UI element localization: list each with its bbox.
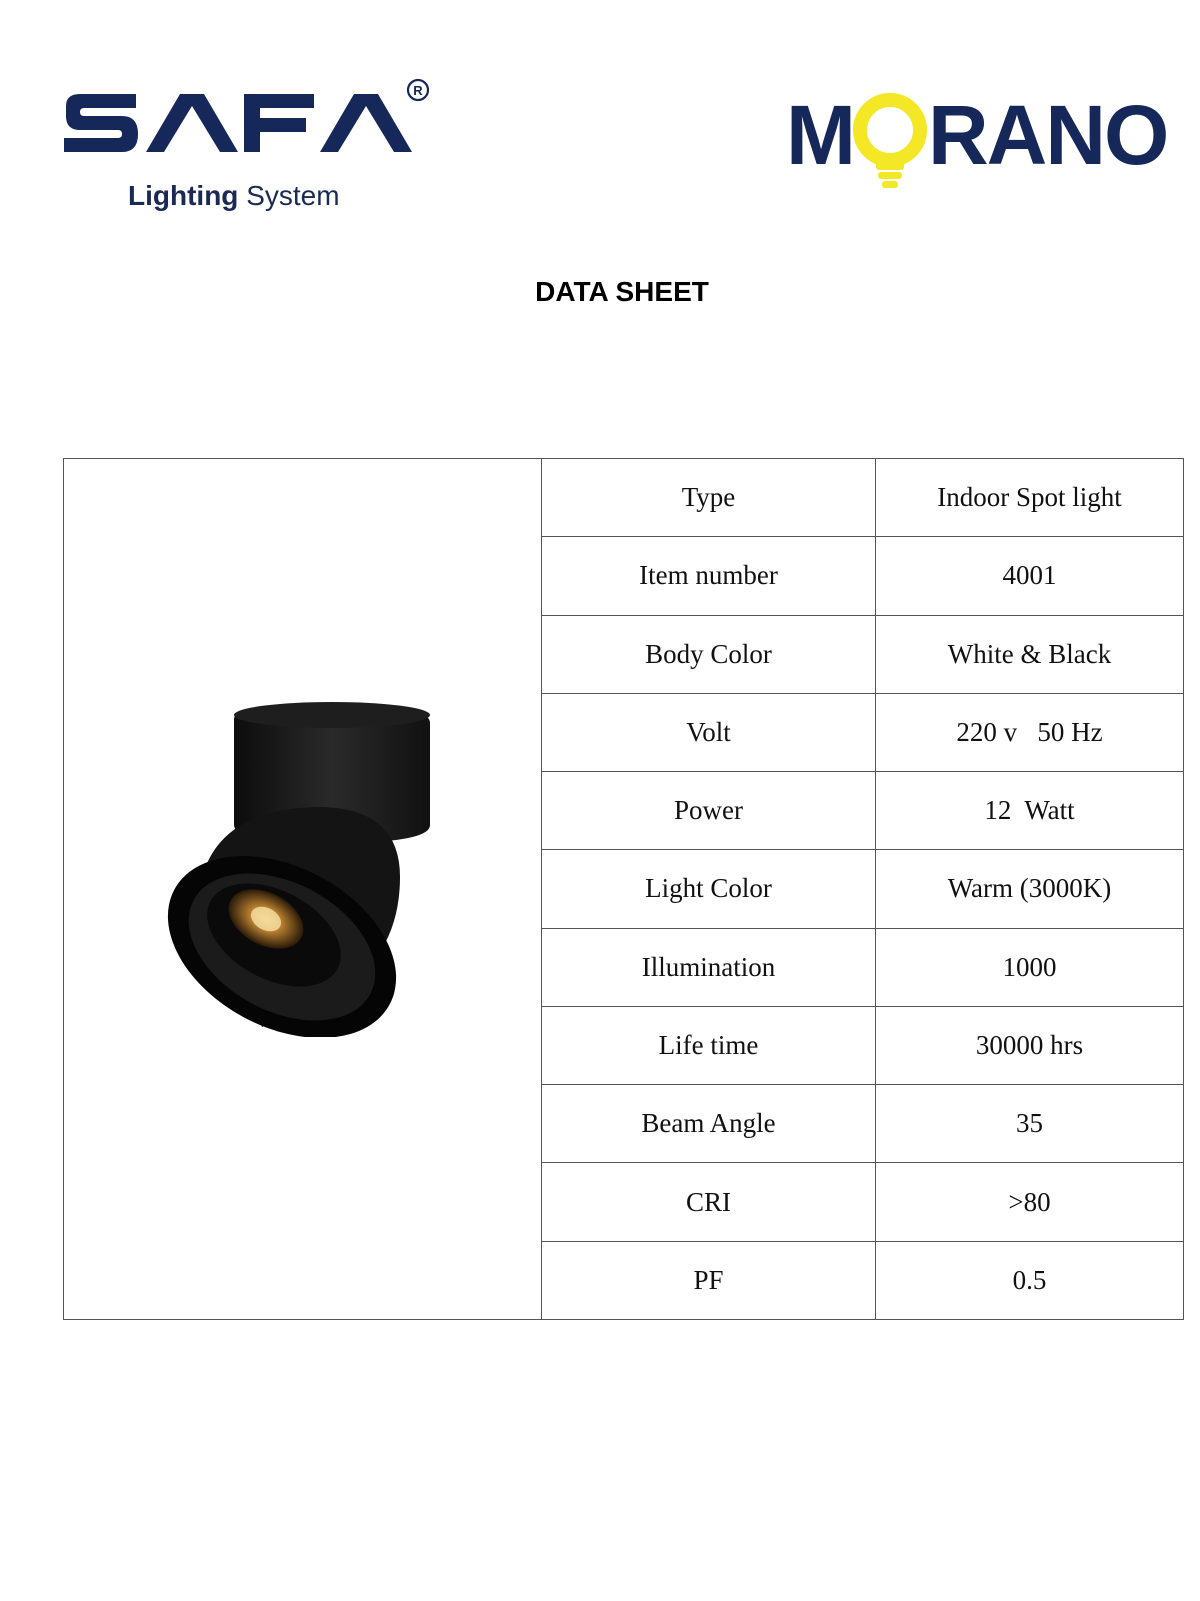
safa-wordmark-graphic — [58, 76, 448, 176]
safa-subtitle-regular: System — [246, 180, 340, 211]
spec-value: 220 v 50 Hz — [876, 693, 1184, 771]
spec-label: Light Color — [542, 850, 876, 928]
spec-label: Type — [542, 459, 876, 537]
spec-value: 12 Watt — [876, 772, 1184, 850]
safa-logo — [58, 76, 448, 226]
spec-value: 0.5 — [876, 1241, 1184, 1319]
svg-text:R: R — [413, 83, 423, 98]
safa-subtitle — [128, 180, 448, 212]
spec-label: PF — [542, 1241, 876, 1319]
product-image-cell — [64, 459, 542, 1320]
spec-label: Volt — [542, 693, 876, 771]
spec-value: 30000 hrs — [876, 1006, 1184, 1084]
morano-letters-rano: RANO — [928, 90, 1168, 182]
spec-value: >80 — [876, 1163, 1184, 1241]
spec-label: Item number — [542, 537, 876, 615]
spec-label: Body Color — [542, 615, 876, 693]
lightbulb-icon — [860, 100, 920, 188]
safa-subtitle-bold: Lighting — [128, 180, 239, 211]
spec-value: Warm (3000K) — [876, 850, 1184, 928]
morano-logo — [786, 90, 1200, 200]
spec-label: Life time — [542, 1006, 876, 1084]
morano-wordmark-graphic — [786, 90, 1200, 200]
spec-value: 1000 — [876, 928, 1184, 1006]
page-title-text: DATA SHEET — [535, 276, 709, 307]
spec-row-type — [64, 459, 1184, 537]
spec-value: White & Black — [876, 615, 1184, 693]
spec-label: Illumination — [542, 928, 876, 1006]
ceiling-spot-light-image — [162, 697, 462, 1037]
spec-value: 35 — [876, 1085, 1184, 1163]
spec-table — [63, 458, 1184, 1320]
spec-label: CRI — [542, 1163, 876, 1241]
spec-value: Indoor Spot light — [876, 459, 1184, 537]
spec-label: Power — [542, 772, 876, 850]
spec-value: 4001 — [876, 537, 1184, 615]
page-title — [0, 276, 1200, 308]
spec-label: Beam Angle — [542, 1085, 876, 1163]
morano-letter-m: M — [786, 90, 856, 182]
